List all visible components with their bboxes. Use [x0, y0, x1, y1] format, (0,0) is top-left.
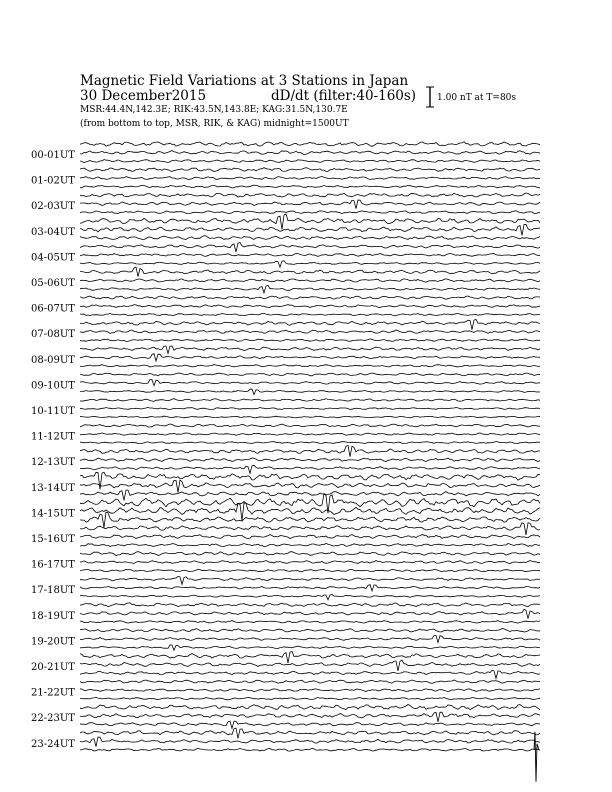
trace-rik-18-19UT [80, 609, 540, 618]
hour-label: 07-08UT [31, 329, 75, 341]
trace-kag-08-09UT [80, 346, 540, 354]
trace-rik-04-05UT [80, 254, 540, 257]
trace-msr-17-18UT [80, 594, 540, 599]
trace-kag-16-17UT [80, 552, 540, 556]
hour-label: 05-06UT [31, 278, 75, 289]
trace-msr-00-01UT [80, 160, 540, 163]
hour-label: 00-01UT [31, 150, 75, 161]
trace-rik-09-10UT [80, 380, 540, 386]
trace-kag-19-20UT [80, 629, 540, 632]
trace-msr-20-21UT [80, 670, 540, 678]
station-order-note: (from bottom to top, MSR, RIK, & KAG) midnight=1500UT [80, 119, 349, 129]
trace-rik-16-17UT [80, 561, 540, 564]
hour-label: 03-04UT [31, 226, 75, 238]
hour-label: 06-07UT [31, 303, 75, 315]
trace-msr-08-09UT [80, 365, 540, 367]
trace-msr-02-03UT [80, 211, 540, 214]
trace-rik-06-07UT [80, 305, 540, 308]
trace-msr-03-04UT [80, 236, 540, 240]
hour-label: 01-02UT [31, 175, 75, 187]
hour-label: 16-17UT [31, 559, 75, 571]
trace-kag-00-01UT [80, 142, 540, 147]
trace-rik-05-06UT [80, 279, 540, 282]
trace-rik-00-01UT [80, 151, 540, 155]
trace-rik-17-18UT [80, 585, 540, 591]
trace-kag-02-03UT [80, 193, 540, 197]
hour-label: 18-19UT [31, 610, 75, 622]
trace-msr-22-23UT [80, 721, 540, 728]
hour-label: 11-12UT [31, 431, 75, 443]
trace-kag-09-10UT [80, 373, 540, 376]
scale-bar-label: 1.00 nT at T=80s [437, 93, 517, 103]
trace-rik-02-03UT [80, 200, 540, 209]
trace-msr-12-13UT [80, 465, 540, 473]
trace-kag-10-11UT [80, 399, 540, 402]
hour-label: 04-05UT [31, 252, 75, 264]
hour-label: 19-20UT [31, 636, 75, 648]
trace-msr-19-20UT [80, 645, 540, 650]
trace-kag-04-05UT [80, 243, 540, 253]
hour-label: 17-18UT [31, 585, 75, 597]
trace-rik-01-02UT [80, 176, 540, 179]
trace-msr-10-11UT [80, 416, 540, 418]
trace-kag-15-16UT [80, 523, 540, 535]
hour-label: 10-11UT [31, 406, 75, 417]
trace-msr-18-19UT [80, 621, 540, 624]
hour-label: 23-24UT [31, 738, 75, 750]
trace-spike-end [534, 732, 539, 782]
trace-rik-08-09UT [80, 354, 540, 361]
trace-rik-15-16UT [80, 535, 540, 539]
trace-kag-12-13UT [80, 445, 540, 456]
trace-kag-07-08UT [80, 319, 540, 329]
hour-label: 14-15UT [31, 508, 75, 520]
trace-msr-15-16UT [80, 543, 540, 546]
trace-kag-03-04UT [80, 214, 540, 230]
hour-label: 12-13UT [31, 457, 75, 469]
hour-label: 09-10UT [31, 380, 75, 392]
trace-msr-09-10UT [80, 389, 540, 394]
trace-kag-22-23UT [80, 705, 540, 710]
trace-kag-17-18UT [80, 576, 540, 584]
trace-rik-20-21UT [80, 660, 540, 671]
trace-kag-20-21UT [80, 652, 540, 663]
trace-kag-21-22UT [80, 680, 540, 683]
trace-kag-18-19UT [80, 603, 540, 607]
trace-msr-04-05UT [80, 261, 540, 267]
trace-kag-01-02UT [80, 168, 540, 172]
trace-rik-13-14UT [80, 480, 540, 492]
trace-kag-23-24UT [80, 728, 540, 738]
chart-filter-label: dD/dt (filter:40-160s) [271, 88, 417, 104]
trace-rik-07-08UT [80, 330, 540, 333]
trace-rik-23-24UT [80, 737, 540, 747]
trace-rik-10-11UT [80, 407, 540, 409]
hour-label: 21-22UT [31, 687, 75, 699]
trace-msr-01-02UT [80, 185, 540, 188]
trace-msr-06-07UT [80, 313, 540, 315]
chart-title: Magnetic Field Variations at 3 Stations in Japan [80, 73, 409, 89]
trace-rik-12-13UT [80, 458, 540, 462]
trace-rik-03-04UT [80, 224, 540, 235]
trace-rik-11-12UT [80, 433, 540, 435]
chart-date: 30 December2015 [80, 88, 207, 104]
trace-kag-06-07UT [80, 296, 540, 299]
trace-msr-21-22UT [80, 697, 540, 699]
station-coordinates: MSR:44.4N,142.3E; RIK:43.5N,143.8E; KAG:31.5N,130.7E [80, 105, 348, 115]
hour-label: 20-21UT [31, 662, 75, 673]
trace-msr-13-14UT [80, 490, 540, 500]
trace-rik-19-20UT [80, 636, 540, 643]
trace-msr-23-24UT [80, 748, 540, 751]
trace-msr-16-17UT [80, 569, 540, 571]
hour-label: 15-16UT [31, 534, 75, 545]
hour-label: 22-23UT [31, 713, 75, 725]
trace-rik-21-22UT [80, 689, 540, 692]
trace-msr-07-08UT [80, 339, 540, 342]
trace-kag-05-06UT [80, 267, 540, 277]
hour-label: 13-14UT [31, 482, 75, 494]
trace-msr-11-12UT [80, 442, 540, 444]
trace-kag-11-12UT [80, 424, 540, 427]
trace-msr-14-15UT [80, 512, 540, 528]
hour-label: 02-03UT [31, 201, 75, 213]
trace-msr-05-06UT [80, 285, 540, 293]
hour-label: 08-09UT [31, 354, 75, 366]
trace-rik-22-23UT [80, 712, 540, 722]
